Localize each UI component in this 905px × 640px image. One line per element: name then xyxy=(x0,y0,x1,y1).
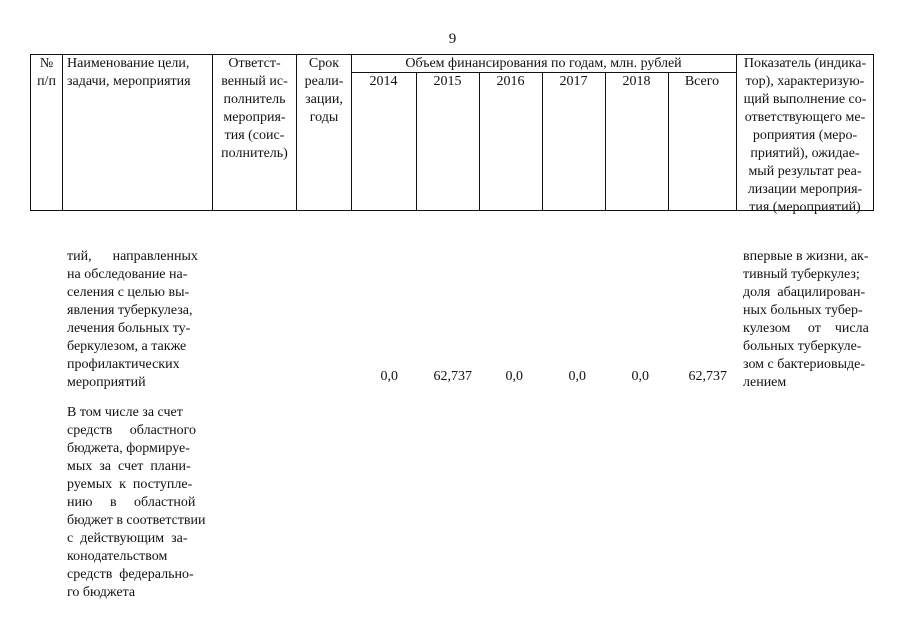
header-term: Срок реали- зации, годы xyxy=(304,56,344,125)
row2-name: В том числе за счет средств областного бюджета, формируе- мых за счет плани- руемых к поступле- нию в областной бюджет в соответствии с действующим за- конодательством средств федерально- го бюджета xyxy=(67,405,206,600)
header-num: № п/п xyxy=(37,56,56,89)
header-responsible: Ответст- венный ис- полнитель мероприя- тия (соис- полнитель) xyxy=(221,56,288,161)
col-border-8 xyxy=(605,72,606,211)
page-number: 9 xyxy=(448,31,457,47)
row2-value-2017: 0,0 xyxy=(568,369,586,384)
header-year-2017: 2017 xyxy=(559,74,588,89)
col-border-5 xyxy=(416,72,417,211)
header-funding: Объем финансирования по годам, млн. рублей xyxy=(405,56,682,71)
row2-value-2018: 0,0 xyxy=(631,369,649,384)
header-year-2016: 2016 xyxy=(496,74,525,89)
header-year-2015: 2015 xyxy=(433,74,462,89)
header-total: Всего xyxy=(684,74,720,89)
col-border-9 xyxy=(668,72,669,211)
header-name: Наименование цели, задачи, мероприятия xyxy=(67,56,191,89)
col-border-6 xyxy=(479,72,480,211)
header-indicator: Показатель (индика- тор), характеризую- щий выполнение со- ответствующего ме- роприятия (меро- приятий), ожидае- мый результат реа- лизации мероприя- тия (мероприятий) xyxy=(743,56,867,215)
header-year-2018: 2018 xyxy=(622,74,651,89)
row1-indicator: впервые в жизни, ак- тивный туберкулез; доля абацилирован- ных больных тубер- кулезом от числа больных туберкуле- зом с бактериовыде- лением xyxy=(743,249,869,390)
row2-value-2015: 62,737 xyxy=(433,369,472,384)
header-year-2014: 2014 xyxy=(369,74,398,89)
col-border-7 xyxy=(542,72,543,211)
row1-name: тий, направленных на обследование на- селения с целью вы- явления туберкулеза, лечения больных ту- беркулезом, а также профилактических мероприятий xyxy=(67,249,198,390)
row2-value-total: 62,737 xyxy=(688,369,727,384)
row2-value-2016: 0,0 xyxy=(505,369,523,384)
row2-value-2014: 0,0 xyxy=(380,369,398,384)
